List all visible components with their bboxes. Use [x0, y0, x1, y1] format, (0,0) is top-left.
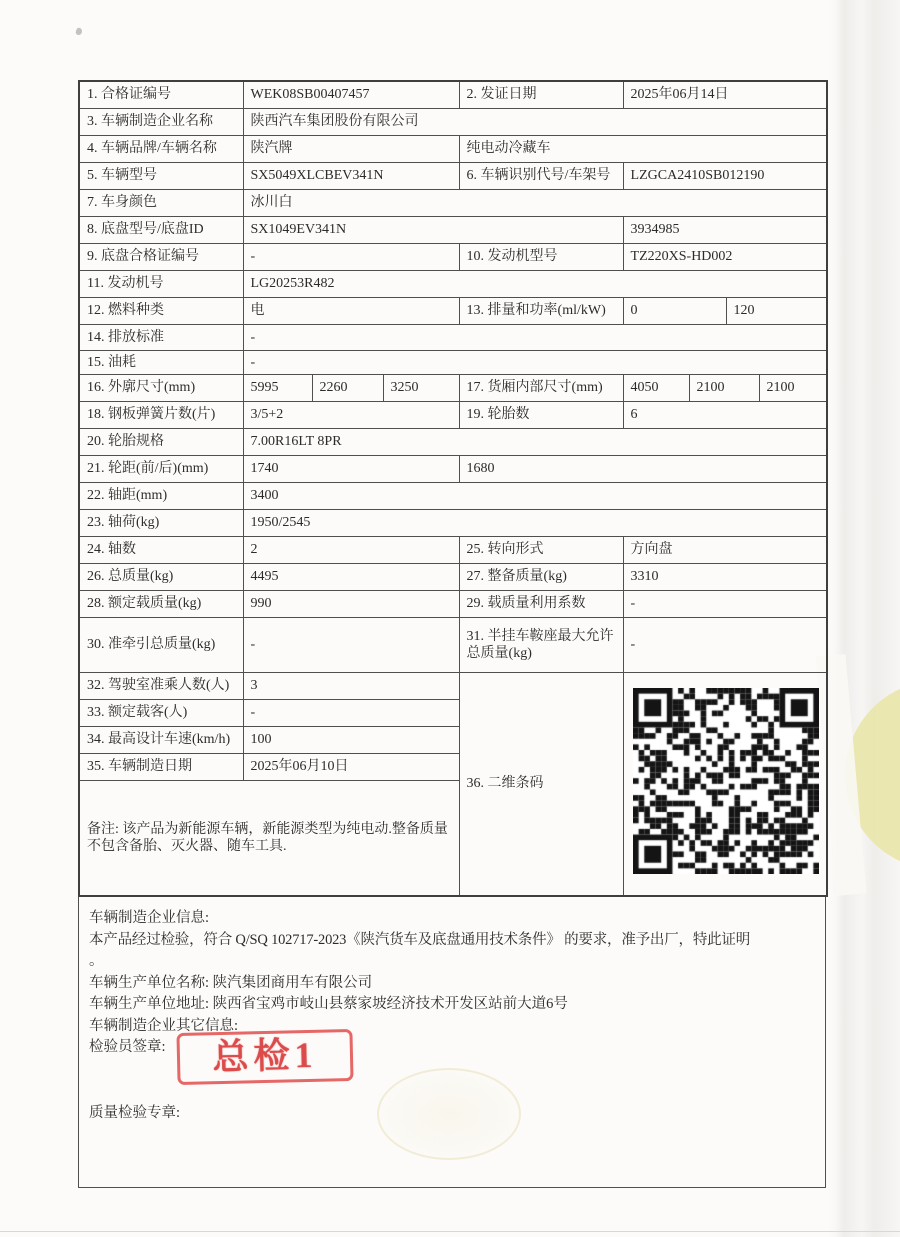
footer-line-producer-name: 车辆生产单位名称: 陕汽集团商用车有限公司: [89, 974, 373, 991]
footer-line-period: 。: [89, 953, 104, 969]
field-value: -: [623, 617, 827, 672]
qr-code-cell: [623, 672, 827, 896]
field-value: LG20253R482: [243, 270, 827, 297]
scan-artifact-speck: [75, 27, 83, 36]
field-value: 纯电动冷藏车: [459, 135, 827, 162]
field-value: 4050: [623, 374, 689, 401]
table-row: [79, 590, 827, 617]
field-value: -: [243, 350, 827, 374]
qr-code-image: [633, 688, 819, 874]
field-value: -: [243, 324, 827, 350]
table-row: [79, 563, 827, 590]
table-row: [79, 536, 827, 563]
field-value: 电: [243, 297, 459, 324]
table-row: [79, 216, 827, 243]
footer-line-quality-inspection-seal: 质量检验专章:: [89, 1104, 181, 1121]
field-value: 5995: [243, 374, 312, 401]
faint-embossed-seal: [377, 1068, 521, 1160]
field-label: 22. 轴距(mm): [79, 482, 243, 509]
field-label: 29. 载质量利用系数: [459, 590, 623, 617]
field-value: 2100: [689, 374, 759, 401]
field-value: 3934985: [623, 216, 827, 243]
field-label: 6. 车辆识别代号/车架号: [459, 162, 623, 189]
field-value: 陕汽牌: [243, 135, 459, 162]
field-value: 2260: [312, 374, 383, 401]
field-value: 方向盘: [623, 536, 827, 563]
field-label: 7. 车身颜色: [79, 189, 243, 216]
field-label: 2. 发证日期: [459, 81, 623, 108]
field-value: 陕西汽车集团股份有限公司: [243, 108, 827, 135]
field-label: 1. 合格证编号: [79, 81, 243, 108]
field-value: 2: [243, 536, 459, 563]
field-value: 冰川白: [243, 189, 827, 216]
table-row: [79, 162, 827, 189]
field-label: 12. 燃料种类: [79, 297, 243, 324]
field-value: 2100: [759, 374, 827, 401]
field-label: 33. 额定载客(人): [79, 699, 243, 726]
certificate-table: [78, 80, 828, 897]
field-value: 0: [623, 297, 726, 324]
table-row: [79, 482, 827, 509]
table-row: [79, 509, 827, 536]
field-value: 3/5+2: [243, 401, 459, 428]
table-row: [79, 428, 827, 455]
field-label: 17. 货厢内部尺寸(mm): [459, 374, 623, 401]
footer-line-certification-statement: 本产品经过检验，符合 Q/SQ 102717-2023《陕汽货车及底盘通用技术条件》 的要求，准予出厂，特此证明: [89, 931, 751, 948]
field-value: 4495: [243, 563, 459, 590]
field-label: 27. 整备质量(kg): [459, 563, 623, 590]
field-label: 16. 外廓尺寸(mm): [79, 374, 243, 401]
table-row: [79, 297, 827, 324]
field-value: 2025年06月10日: [243, 753, 459, 780]
field-value: 3400: [243, 482, 827, 509]
field-label: 18. 钢板弹簧片数(片): [79, 401, 243, 428]
table-row: [79, 189, 827, 216]
field-label: 14. 排放标准: [79, 324, 243, 350]
table-row: [79, 374, 827, 401]
field-label: 13. 排量和功率(ml/kW): [459, 297, 623, 324]
page-edge-shadow: [828, 0, 900, 1237]
footer-line-producer-address: 车辆生产单位地址: 陕西省宝鸡市岐山县蔡家坡经济技术开发区站前大道6号: [89, 996, 568, 1012]
field-label: 24. 轴数: [79, 536, 243, 563]
field-label: 5. 车辆型号: [79, 162, 243, 189]
table-row: [79, 135, 827, 162]
field-label: 8. 底盘型号/底盘ID: [79, 216, 243, 243]
table-row: [79, 270, 827, 297]
table-row: [79, 455, 827, 482]
footer-line-other-info: 车辆制造企业其它信息:: [89, 1017, 239, 1034]
field-label: 11. 发动机号: [79, 270, 243, 297]
certificate-content: [78, 80, 826, 1188]
field-label: 21. 轮距(前/后)(mm): [79, 455, 243, 482]
field-value: SX1049EV341N: [243, 216, 623, 243]
field-label: 9. 底盘合格证编号: [79, 243, 243, 270]
table-row: [79, 401, 827, 428]
table-row: [79, 350, 827, 374]
field-value: 3: [243, 672, 459, 699]
table-row: [79, 108, 827, 135]
inspector-stamp: 总检1: [176, 1029, 353, 1085]
field-value: 3250: [383, 374, 459, 401]
table-row: [79, 81, 827, 108]
field-label: 28. 额定载质量(kg): [79, 590, 243, 617]
field-label: 15. 油耗: [79, 350, 243, 374]
field-label: 3. 车辆制造企业名称: [79, 108, 243, 135]
field-value: 6: [623, 401, 827, 428]
field-value: -: [623, 590, 827, 617]
field-value: WEK08SB00407457: [243, 81, 459, 108]
field-value: LZGCA2410SB012190: [623, 162, 827, 189]
field-label: 36. 二维条码: [459, 672, 623, 896]
field-label: 32. 驾驶室准乘人数(人): [79, 672, 243, 699]
field-value: 1680: [459, 455, 827, 482]
field-label: 25. 转向形式: [459, 536, 623, 563]
footer-line-inspector-signature: 检验员签章:: [89, 1039, 166, 1055]
field-label: 30. 准牵引总质量(kg): [79, 617, 243, 672]
field-label: 35. 车辆制造日期: [79, 753, 243, 780]
field-label: 19. 轮胎数: [459, 401, 623, 428]
field-label: 23. 轴荷(kg): [79, 509, 243, 536]
scan-bottom-edge-line: [0, 1231, 900, 1232]
field-label: 26. 总质量(kg): [79, 563, 243, 590]
remark-cell: 备注: 该产品为新能源车辆，新能源类型为纯电动.整备质量不包含备胎、灭火器、随车工具.: [79, 780, 459, 896]
field-value: TZ220XS-HD002: [623, 243, 827, 270]
field-value: 2025年06月14日: [623, 81, 827, 108]
field-value: 120: [726, 297, 827, 324]
table-row: [79, 243, 827, 270]
field-value: -: [243, 617, 459, 672]
table-row: [79, 672, 827, 699]
field-label: 10. 发动机型号: [459, 243, 623, 270]
field-value: 100: [243, 726, 459, 753]
field-value: 1950/2545: [243, 509, 827, 536]
field-value: 1740: [243, 455, 459, 482]
field-label: 31. 半挂车鞍座最大允许总质量(kg): [459, 617, 623, 672]
field-label: 34. 最高设计车速(km/h): [79, 726, 243, 753]
field-label: 4. 车辆品牌/车辆名称: [79, 135, 243, 162]
field-value: -: [243, 699, 459, 726]
field-value: 7.00R16LT 8PR: [243, 428, 827, 455]
field-value: SX5049XLCBEV341N: [243, 162, 459, 189]
table-row: [79, 617, 827, 672]
field-value: 3310: [623, 563, 827, 590]
field-value: -: [243, 243, 459, 270]
field-value: 990: [243, 590, 459, 617]
footer-line-company-info-heading: 车辆制造企业信息:: [89, 910, 210, 926]
field-label: 20. 轮胎规格: [79, 428, 243, 455]
table-row: [79, 324, 827, 350]
